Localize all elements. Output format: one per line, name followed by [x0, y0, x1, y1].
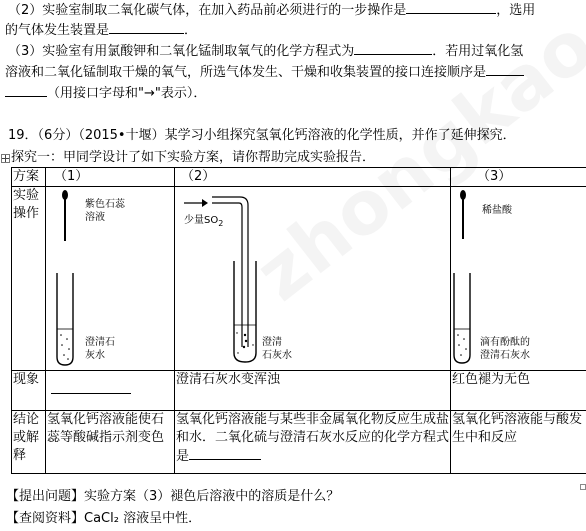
q2-text-b: ，选用: [496, 3, 536, 18]
q2-answer-blank-1[interactable]: [406, 1, 496, 14]
row-label-phenomenon: 现象: [12, 371, 46, 411]
header-scheme-3: （3）: [451, 168, 586, 187]
label-limewater-2a: 澄清: [262, 337, 282, 348]
q3-text-c: 溶液和二氧化锰制取干燥的氧气，所选气体发生、干燥和收集装置的接口连接顺序是: [5, 65, 487, 80]
q3-line-1: [8, 42, 523, 60]
test-tube-3: [454, 273, 470, 363]
q2-text-a: （2）实验室制取二氧化碳气体，在加入药品前必须进行的一步操作是: [8, 3, 407, 18]
label-phenol-1: 滴有酚酞的: [480, 337, 530, 348]
q2-line-2: [5, 21, 197, 39]
label-limewater-1a: 澄清石: [85, 337, 115, 348]
header-scheme-1: （1）: [46, 168, 175, 187]
footer-lookup: 【查阅资料】CaCl₂ 溶液呈中性．: [6, 511, 202, 526]
q3-text-d: （用接口字母和"→"表示）．: [47, 86, 207, 101]
table-move-handle-icon[interactable]: [1, 154, 10, 163]
q19-explore-1: 探究一：甲同学设计了如下实验方案，请你帮助完成实验报告．: [11, 150, 376, 165]
phenomenon-answer-blank[interactable]: [51, 393, 131, 394]
conclusion-row: [12, 411, 586, 474]
phenomenon-cell-1[interactable]: [46, 371, 175, 411]
label-hcl: 稀盐酸: [482, 205, 512, 216]
dropper-bulb-3: [460, 190, 466, 200]
q3-answer-blank-1[interactable]: [354, 42, 432, 55]
gas-arrow-head: [202, 199, 208, 207]
header-scheme-2: （2）: [175, 168, 451, 187]
conclusion-cell-3: 氢氧化钙溶液能与酸发生中和反应: [451, 411, 586, 474]
row-label-conclusion: 结论或解释: [12, 411, 46, 474]
q3-text-b: ．若用过氧化氢: [432, 44, 524, 59]
q3-line-2: [5, 63, 524, 81]
q2-text-c: 的气体发生装置是: [5, 23, 110, 38]
q3-line-3: [5, 84, 206, 102]
phenomenon-cell-2: 澄清石灰水变浑浊: [175, 371, 451, 411]
experiment-report-table: [11, 167, 586, 474]
label-litmus-2: 溶液: [85, 212, 105, 223]
footer-ask: 【提出问题】实验方案（3）褪色后溶液中的溶质是什么？: [6, 489, 340, 504]
q2-text-d: ．: [184, 23, 198, 38]
label-so2: 少量$SO_2$: [184, 215, 224, 228]
liquid-dots-3: [457, 334, 467, 356]
operation-cell-1: [46, 187, 175, 371]
liquid-dots-1: [60, 334, 70, 360]
test-tube-1: [57, 273, 73, 365]
q3-answer-blank-2[interactable]: [486, 63, 524, 76]
dropper-stem-3: [462, 199, 464, 239]
label-limewater-1b: 灰水: [85, 350, 105, 361]
q19-title: 19．（6分）（2015•十堰）某学习小组探究氢氧化钙溶液的化学性质，并作了延伸探究．: [8, 128, 516, 143]
label-limewater-2b: 石灰水: [262, 350, 292, 361]
q2-answer-blank-2[interactable]: [109, 21, 184, 34]
operation-cell-3: [451, 187, 586, 371]
conclusion-2-text: 氢氧化钙溶液能与某些非金属氧化物反应生成盐和水．二氧化硫与澄清石灰水反应的化学方程式是: [176, 412, 450, 464]
conclusion-cell-2: [175, 411, 451, 474]
q3-answer-blank-3[interactable]: [5, 84, 47, 97]
label-litmus-1: 紫色石蕊: [85, 199, 125, 210]
dropper-stem-1: [64, 199, 66, 241]
conclusion-cell-1: 氢氧化钙溶液能使石蕊等酸碱指示剂变色: [46, 411, 175, 474]
q3-text-a: （3）实验室有用氯酸钾和二氧化锰制取氧气的化学方程式为: [8, 44, 355, 59]
dropper-bulb-1: [62, 190, 68, 200]
table-resize-handle-icon[interactable]: [580, 484, 586, 490]
phenomenon-cell-3: 红色褪为无色: [451, 371, 586, 411]
operation-cell-2: [175, 187, 451, 371]
label-phenol-2: 澄清石灰水: [480, 350, 530, 361]
table-header-row: [12, 168, 586, 187]
q2-line-1: [8, 1, 535, 19]
row-label-operation: 实验操作: [12, 187, 46, 371]
bubbles-2: [236, 332, 253, 353]
conclusion-answer-blank[interactable]: [189, 447, 261, 460]
phenomenon-row: [12, 371, 586, 411]
header-scheme: 方案: [12, 168, 46, 187]
operation-row: [12, 187, 586, 371]
